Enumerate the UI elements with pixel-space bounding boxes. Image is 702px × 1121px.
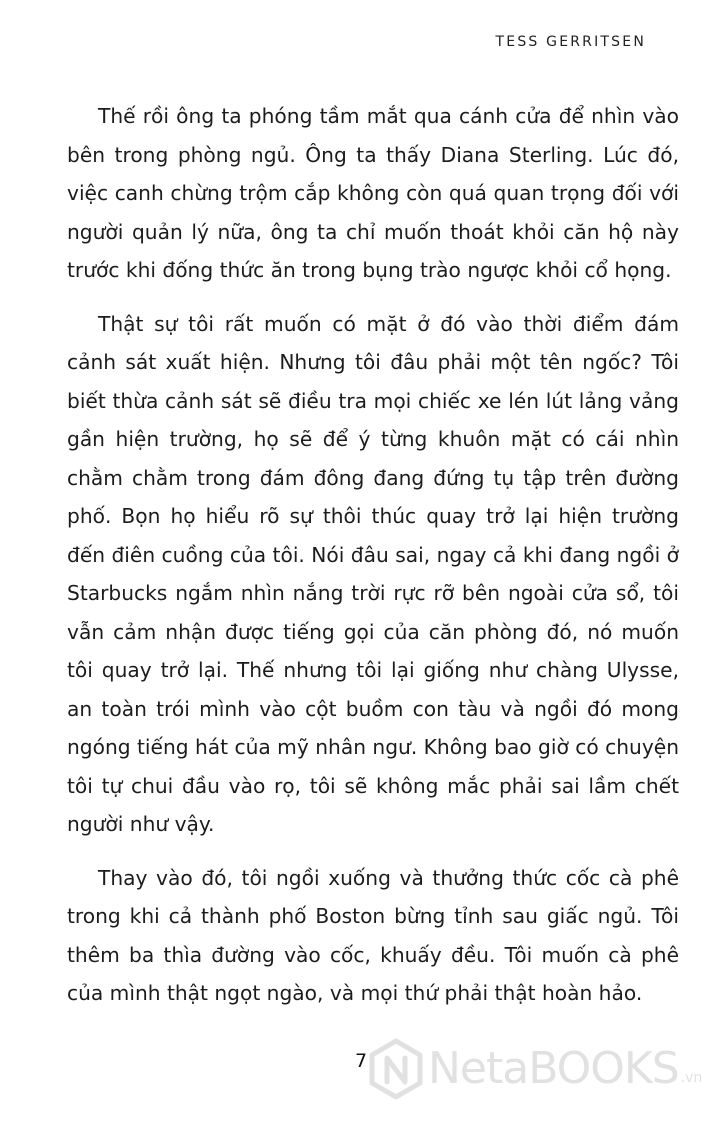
page-number: 7 (355, 1050, 368, 1072)
running-header-author: TESS GERRITSEN (495, 34, 646, 50)
paragraph-1: Thế rồi ông ta phóng tầm mắt qua cánh cửa để nhìn vào bên trong phòng ngủ. Ông ta thấy Diana Sterling. Lúc đó, việc canh chừng trộm cắp không còn quá quan trọng đối với người quản lý nữa, ông ta chỉ muốn thoát khỏi căn hộ này trước khi đống thức ăn trong bụng trào ngược khỏi cổ họng. (67, 104, 679, 282)
netabooks-n-logo-icon (368, 1038, 424, 1100)
watermark-suffix: .vn (680, 1070, 702, 1086)
paragraph-3: Thay vào đó, tôi ngồi xuống và thưởng thức cốc cà phê trong khi cả thành phố Boston bừng tỉnh sau giấc ngủ. Tôi thêm ba thìa đường vào cốc, khuấy đều. Tôi muốn cà phê của mình thật ngọt ngào, và mọi thứ phải thật hoàn hảo. (67, 865, 679, 1005)
body-text (67, 97, 679, 1028)
watermark-brand: NetaBOOKS (428, 1043, 679, 1094)
paragraph-2: Thật sự tôi rất muốn có mặt ở đó vào thời điểm đám cảnh sát xuất hiện. Nhưng tôi đâu phải một tên ngốc? Tôi biết thừa cảnh sát sẽ điều tra mọi chiếc xe lén lút lảng vảng gần hiện trường, họ sẽ để ý từng khuôn mặt có cái nhìn chằm chằm trong đám đông đang đứng tụ tập trên đường phố. Bọn họ hiểu rõ sự thôi thúc quay trở lại hiện trường đến điên cuồng của tôi. Nói đâu sai, ngay cả khi đang ngồi ở Starbucks ngắm nhìn nắng trời rực rỡ bên ngoài cửa sổ, tôi vẫn cảm nhận được tiếng gọi của căn phòng đó, nó muốn tôi quay trở lại. Thế nhưng tôi lại giống như chàng Ulysse, an toàn trói mình vào cột buồm con tàu và ngồi đó mong ngóng tiếng hát của mỹ nhân ngư. Không bao giờ có chuyện tôi tự chui đầu vào rọ, tôi sẽ không mắc phải sai lầm chết người như vậy. (67, 311, 679, 836)
netabooks-watermark (368, 1038, 702, 1100)
